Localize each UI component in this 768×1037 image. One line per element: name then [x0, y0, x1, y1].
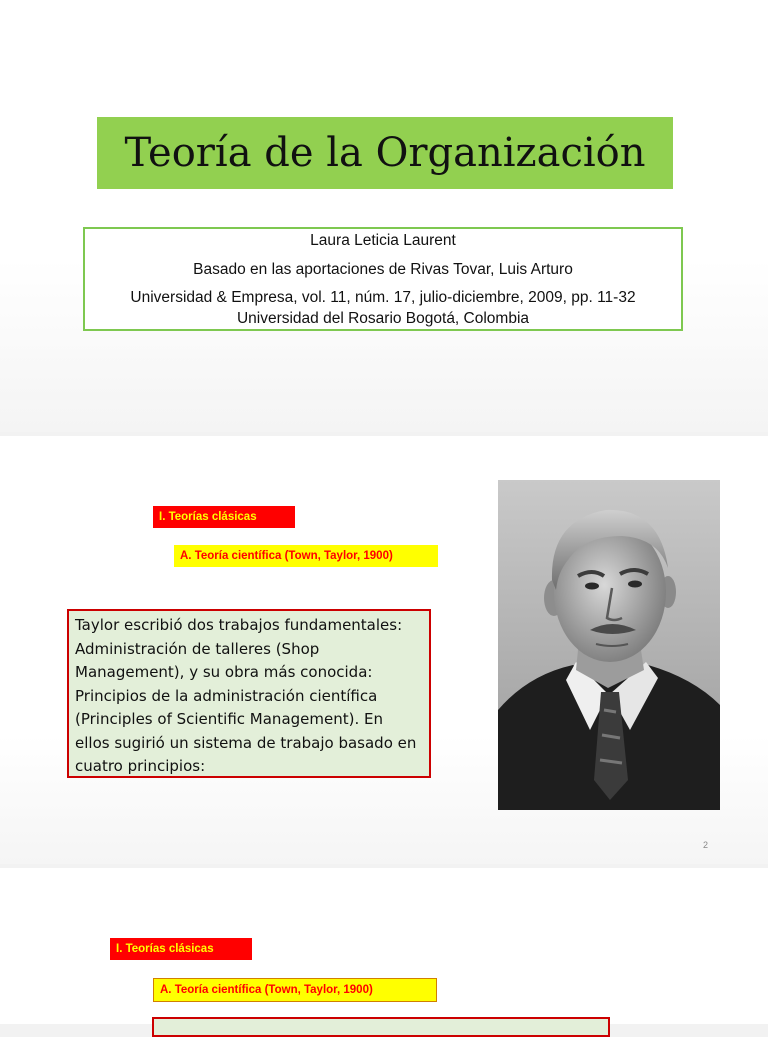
page-number: 2: [703, 840, 709, 850]
journal-line: Universidad & Empresa, vol. 11, núm. 17, julio-diciembre, 2009, pp. 11-32: [130, 289, 636, 306]
author-name: Laura Leticia Laurent: [310, 232, 456, 249]
section-label: I. Teorías clásicas: [110, 938, 252, 960]
section-label: I. Teorías clásicas: [153, 506, 295, 528]
body-line: ellos sugirió un sistema de trabajo basado en: [75, 733, 417, 752]
text-box-partial: [152, 1017, 610, 1037]
body-line: Principios de la administración científica: [75, 686, 378, 705]
subsection-label: A. Teoría científica (Town, Taylor, 1900): [174, 545, 438, 567]
author-info-box: [83, 227, 683, 331]
slide-title: Teoría de la Organización: [124, 130, 646, 176]
content-slide-partial: [0, 868, 768, 1024]
source-line: Basado en las aportaciones de Rivas Tovar, Luis Arturo: [193, 261, 573, 278]
body-line: Management), y su obra más conocida:: [75, 663, 373, 681]
body-line: Taylor escribió dos trabajos fundamentales:: [75, 616, 403, 634]
content-slide: [0, 436, 768, 864]
taylor-portrait-image: [498, 480, 720, 810]
title-banner: [97, 117, 673, 189]
subsection-label: A. Teoría científica (Town, Taylor, 1900): [153, 978, 437, 1002]
body-line: cuatro principios:: [75, 757, 206, 775]
body-line: (Principles of Scientific Management). En: [75, 710, 383, 728]
title-slide: [0, 0, 768, 432]
body-line: Administración de talleres (Shop: [75, 639, 320, 658]
taylor-text-box: [67, 609, 431, 778]
institution-line: Universidad del Rosario Bogotá, Colombia: [236, 310, 530, 327]
